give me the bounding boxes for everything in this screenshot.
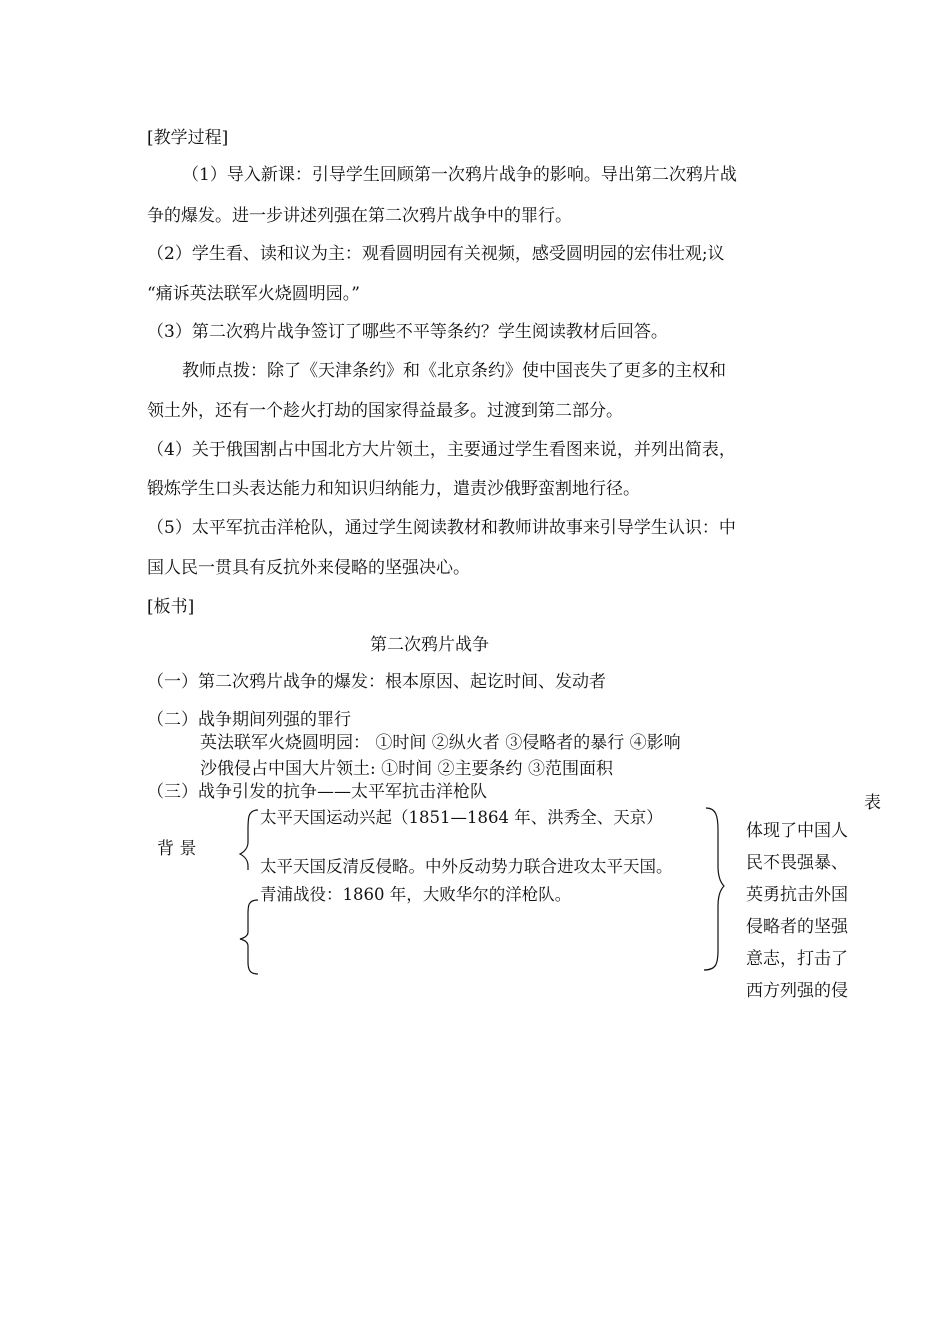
- process-p6-line2: 国人民一贯具有反抗外来侵略的坚强决心。: [147, 558, 470, 578]
- board-section-2-row1: 英法联军火烧圆明园： ①时间 ②纵火者 ③侵略者的暴行 ④影响: [200, 733, 681, 753]
- board-heading: [板书]: [147, 597, 195, 617]
- board-section-2: （二）战争期间列强的罪行: [147, 710, 351, 730]
- process-p1-line1: （1）导入新课：引导学生回顾第一次鸦片战争的影响。导出第二次鸦片战: [182, 165, 737, 185]
- process-p4-line2: 领土外，还有一个趁火打劫的国家得益最多。过渡到第二部分。: [147, 401, 623, 421]
- process-p3: （3）第二次鸦片战争签订了哪些不平等条约？学生阅读教材后回答。: [147, 322, 668, 342]
- background-item-1: 太平天国运动兴起（1851—1864 年、洪秀全、天京）: [260, 808, 663, 827]
- conclusion-line: 体现了中国人: [746, 821, 848, 841]
- board-section-3: （三）战争引发的抗争——太平军抗击洋枪队: [147, 782, 487, 802]
- background-label: 背 景: [157, 839, 197, 859]
- conclusion-line: 民不畏强暴、: [746, 853, 848, 873]
- left-brace-lower: [238, 898, 260, 978]
- process-p2-line2: “痛诉英法联军火烧圆明园。”: [147, 284, 360, 304]
- process-heading: [教学过程]: [147, 128, 229, 148]
- board-section-1: （一）第二次鸦片战争的爆发：根本原因、起讫时间、发动者: [147, 672, 606, 692]
- conclusion-line: 侵略者的坚强: [746, 917, 848, 937]
- process-p1-line2: 争的爆发。进一步讲述列强在第二次鸦片战争中的罪行。: [147, 206, 572, 226]
- process-p2-line1: （2）学生看、读和议为主：观看圆明园有关视频，感受圆明园的宏伟壮观;议: [147, 244, 725, 264]
- board-title: 第二次鸦片战争: [370, 635, 489, 655]
- background-item-2: 太平天国反清反侵略。中外反动势力联合进攻太平天国。: [260, 857, 673, 876]
- process-p5-line2: 锻炼学生口头表达能力和知识归纳能力，遣责沙俄野蛮割地行径。: [147, 479, 640, 499]
- right-brace: [700, 806, 726, 974]
- conclusion-line: 英勇抗击外国: [746, 885, 848, 905]
- conclusion-line: 意志，打击了: [746, 949, 848, 969]
- side-character: 表: [864, 793, 881, 813]
- process-p4-line1: 教师点拨：除了《天津条约》和《北京条约》使中国丧失了更多的主权和: [182, 361, 726, 381]
- process-p5-line1: （4）关于俄国割占中国北方大片领土，主要通过学生看图来说，并列出简表，: [147, 440, 736, 460]
- battle-line: 青浦战役：1860 年，大败华尔的洋枪队。: [260, 885, 572, 904]
- board-section-2-row2: 沙俄侵占中国大片领土: ①时间 ②主要条约 ③范围面积: [200, 759, 613, 779]
- conclusion-line: 西方列强的侵: [746, 981, 848, 1001]
- process-p6-line1: （5）太平军抗击洋枪队，通过学生阅读教材和教师讲故事来引导学生认识：中: [147, 518, 736, 538]
